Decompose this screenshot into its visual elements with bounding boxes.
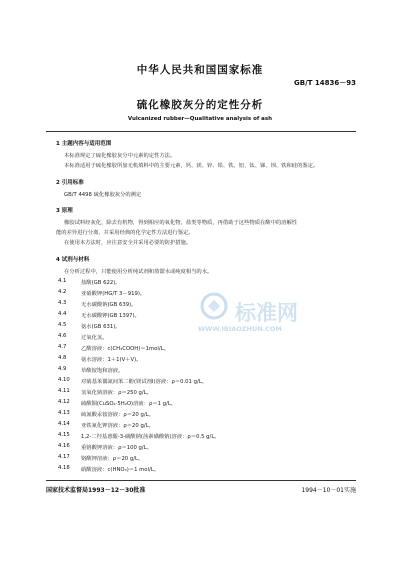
list-item-number: 4.6: [58, 333, 67, 339]
list-item: 硝酸溶液：c(HNO₃)＝1 mol/L。: [81, 467, 160, 473]
section-1-para-1: 本标准规定了硫化橡胶灰分中元素的定性方法。: [64, 153, 176, 159]
list-item: 氢氧化钠溶液：ρ＝250 g/L。: [81, 390, 152, 396]
section-2-para-1: GB/T 4498 硫化橡胶灰分的测定: [64, 192, 142, 198]
list-item-number: 4.8: [58, 355, 67, 361]
list-item: 氨水溶液：1＋1(V＋V)。: [81, 357, 142, 363]
header-divider: [46, 131, 356, 132]
list-item-number: 4.16: [58, 443, 70, 449]
list-item-number: 4.13: [58, 410, 70, 416]
effective-date: 1994－10－01实施: [301, 487, 356, 494]
list-item-number: 4.5: [58, 322, 67, 328]
watermark-logo-icon: [200, 292, 228, 320]
list-item: 1,2-二羟基蒽醌-3-磺酸钠(茜素磺酸钠)溶液：ρ＝0.5 g/L。: [81, 434, 220, 440]
list-item-number: 4.12: [58, 399, 70, 405]
document-title-english: Vulcanized rubber—Qualitative analysis of ash: [127, 116, 273, 122]
section-heading-4: 4 试剂与材料: [56, 257, 90, 263]
list-item-number: 4.15: [58, 432, 70, 438]
section-heading-2: 2 引用标准: [56, 180, 84, 186]
list-item: 亚硝酸钾(HG/T 3－919)。: [81, 291, 146, 297]
document-title: 硫化橡胶灰分的定性分析: [136, 99, 264, 111]
list-item: 盐酸(GB 622)。: [81, 280, 121, 286]
list-item: 乙酸溶液：c(CH₃COOH)＝1mol/L。: [81, 346, 169, 352]
list-item-number: 4.11: [58, 388, 70, 394]
list-item-number: 4.7: [58, 344, 67, 350]
list-item-number: 4.1: [58, 278, 67, 284]
list-item-number: 4.2: [58, 289, 67, 295]
section-3-para-1: 橡胶试料经灰化，除去有机物，得到相应的氧化物、盐类等物质，再借助于这些物质在酸中的溶解性: [64, 220, 298, 226]
list-item-number: 4.10: [58, 377, 70, 383]
footer-divider: [46, 480, 356, 481]
watermark-logo-text: 标准网: [235, 300, 298, 325]
list-item: 硫氰酸汞铵溶液：ρ＝20 g/L。: [81, 412, 154, 418]
list-item: 硫酸铜(CuSO₄·5H₂O)溶液：ρ＝1 g/L。: [81, 401, 177, 407]
watermark-url: WWW.IBIAOZHUN.COM: [198, 325, 282, 333]
list-item: 对硝基苯偶氮间苯二酚(镁试剂Ⅰ)溶液：ρ＝0.01 g/L。: [81, 379, 207, 385]
list-item-number: 4.4: [58, 311, 67, 317]
standard-number: GB/T 14836－93: [294, 79, 356, 87]
list-item-number: 4.17: [58, 454, 70, 460]
section-3-para-2: 能的差异进行分离，并采用经典的化学定性方法进行鉴定。: [56, 230, 194, 236]
approval-date: 国家技术监督局1993－12－30批准: [46, 487, 146, 494]
list-item: 过氧化氢。: [81, 335, 108, 341]
list-item-number: 4.9: [58, 366, 67, 372]
list-item: 无水碳酸钾(GB 1397)。: [81, 313, 140, 319]
standard-category-title: 中华人民共和国国家标准: [136, 64, 264, 76]
list-item-number: 4.18: [58, 465, 70, 471]
list-item-number: 4.3: [58, 300, 67, 306]
list-item: 氨水(GB 631)。: [81, 324, 121, 330]
list-item: 亚铁氰化钾溶液：ρ＝20 g/L。: [81, 423, 154, 429]
section-3-para-3: 在使用本方法时，应注意安全并采用必要的防护措施。: [64, 240, 192, 246]
section-1-para-2: 本标准适用于硫化橡胶所加无机填料中的主要元素，钙、镁、锌、铅、铁、铝、钛、锑、钡、铁和硅的鉴定。: [64, 163, 319, 169]
list-item: 草酸铵饱和溶液。: [81, 368, 124, 374]
section-heading-1: 1 主题内容与适用范围: [56, 141, 112, 147]
list-item: 重铬酸钾溶液：ρ＝100 g/L。: [81, 445, 152, 451]
list-item-number: 4.14: [58, 421, 70, 427]
list-item: 无水碳酸钠(GB 639)。: [81, 302, 137, 308]
list-item: 铬酸钾溶液：ρ＝20 g/L。: [81, 456, 144, 462]
section-4-para-1: 在分析过程中，只能使用分析纯试剂和蒸馏水或纯度相当的水。: [64, 269, 213, 275]
section-heading-3: 3 原理: [56, 208, 73, 214]
